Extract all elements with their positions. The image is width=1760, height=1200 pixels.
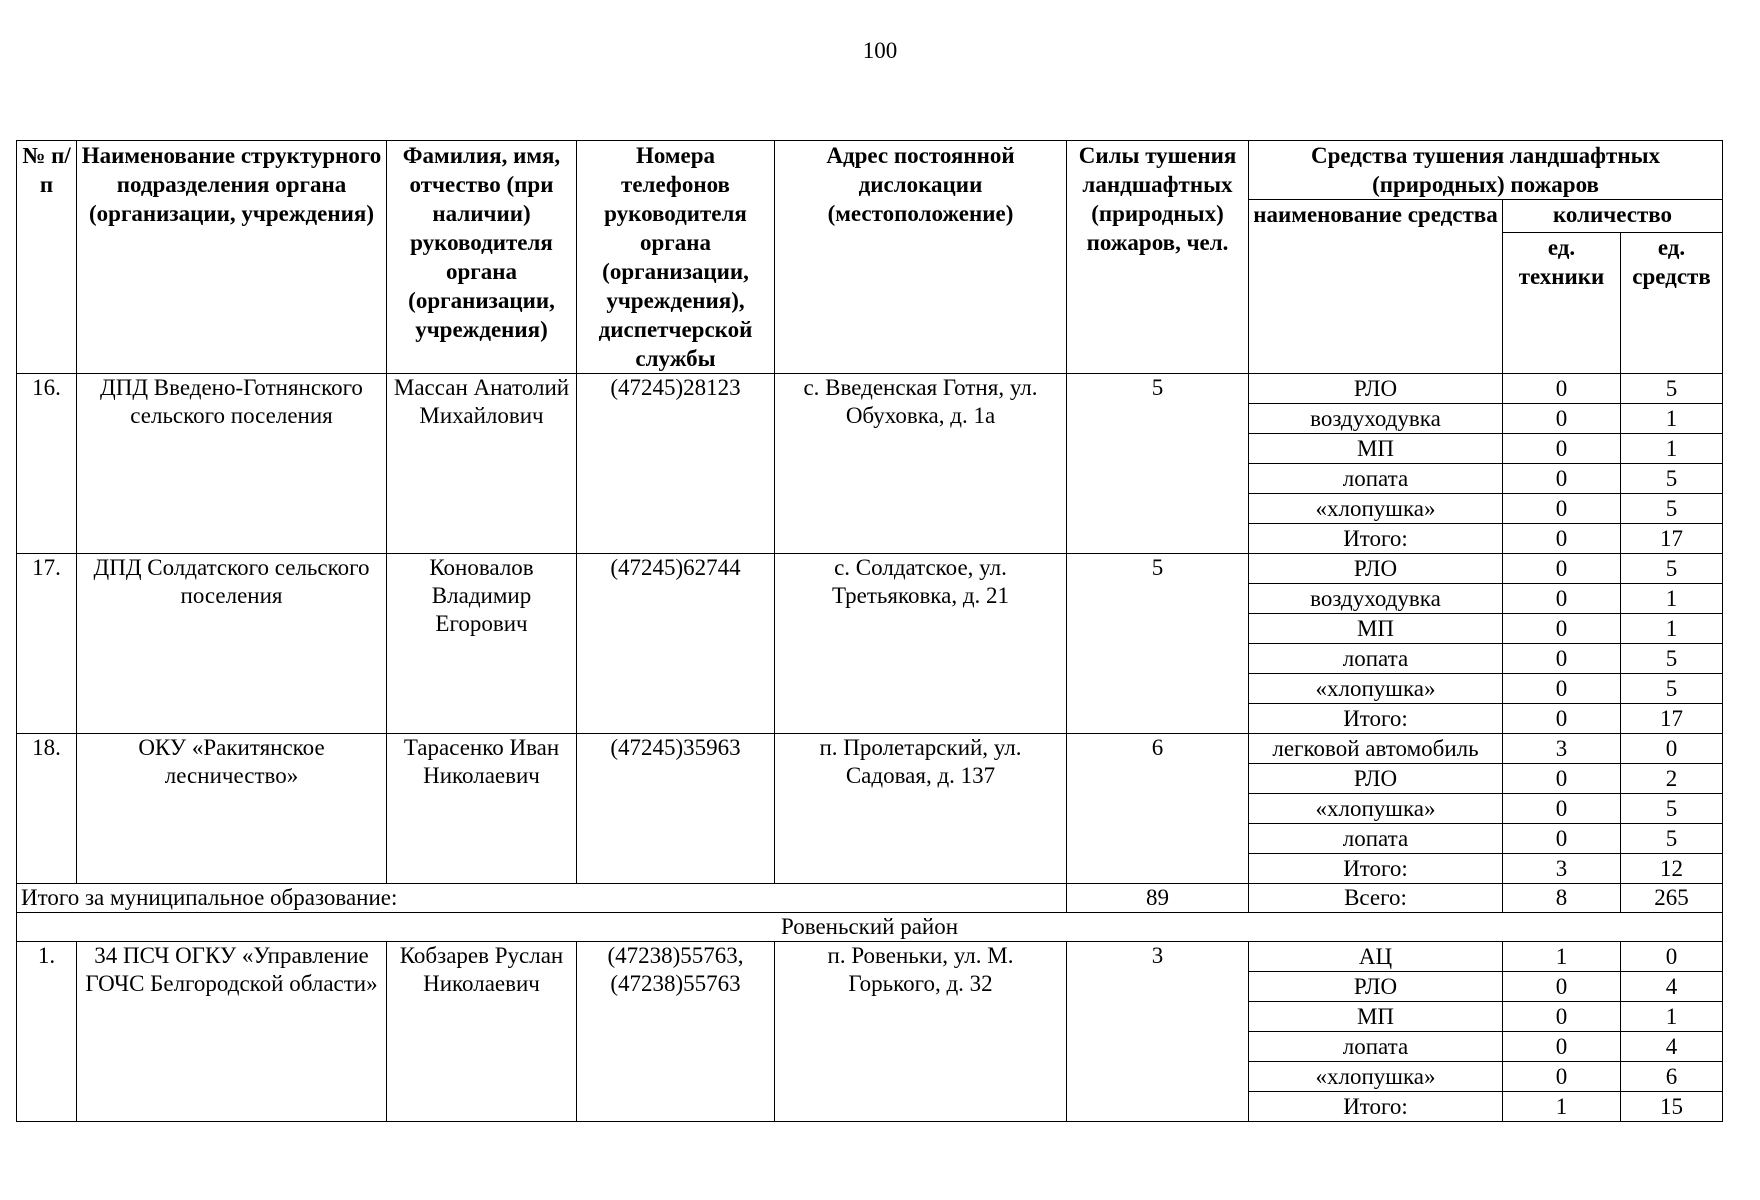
equipment-means-count: 1: [1621, 1002, 1723, 1032]
table-row: [17, 942, 1723, 972]
equipment-name: МП: [1249, 434, 1503, 464]
unit-total-tech: 0: [1503, 524, 1621, 554]
equipment-name: РЛО: [1249, 764, 1503, 794]
header-means-name: наименование средства: [1249, 200, 1503, 374]
equipment-means-count: 5: [1621, 644, 1723, 674]
table-row: [17, 554, 1723, 584]
unit-phones: (47238)55763, (47238)55763: [577, 942, 775, 1122]
unit-number: 18.: [17, 734, 77, 884]
municipal-total-tech: 8: [1503, 884, 1621, 913]
unit-total-tech: 1: [1503, 1092, 1621, 1122]
equipment-means-count: 5: [1621, 374, 1723, 404]
unit-name: ДПД Солдатского сельского поселения: [77, 554, 387, 734]
unit-phones: (47245)35963: [577, 734, 775, 884]
equipment-name: РЛО: [1249, 554, 1503, 584]
equipment-tech-count: 0: [1503, 404, 1621, 434]
equipment-name: лопата: [1249, 644, 1503, 674]
district-row: [17, 913, 1723, 942]
equipment-name: легковой автомобиль: [1249, 734, 1503, 764]
equipment-name: АЦ: [1249, 942, 1503, 972]
unit-total-means: 17: [1621, 524, 1723, 554]
unit-name: ОКУ «Ракитянское лесничество»: [77, 734, 387, 884]
municipal-total-means: 265: [1621, 884, 1723, 913]
equipment-tech-count: 0: [1503, 464, 1621, 494]
equipment-tech-count: 0: [1503, 494, 1621, 524]
equipment-tech-count: 0: [1503, 1062, 1621, 1092]
municipal-total-row: [17, 884, 1723, 913]
unit-head: Массан Анатолий Михайлович: [387, 374, 577, 554]
unit-forces: 5: [1067, 374, 1249, 554]
equipment-name: РЛО: [1249, 972, 1503, 1002]
equipment-tech-count: 0: [1503, 972, 1621, 1002]
equipment-tech-count: 1: [1503, 942, 1621, 972]
unit-head: Коновалов Владимир Егорович: [387, 554, 577, 734]
unit-number: 16.: [17, 374, 77, 554]
unit-head: Кобзарев Руслан Николаевич: [387, 942, 577, 1122]
unit-name: ДПД Введено-Готнянского сельского поселения: [77, 374, 387, 554]
unit-total-tech: 3: [1503, 854, 1621, 884]
header-name: Наименование структурного подразделения органа (организации, учреждения): [77, 141, 387, 374]
unit-total-means: 12: [1621, 854, 1723, 884]
equipment-tech-count: 3: [1503, 734, 1621, 764]
unit-head: Тарасенко Иван Николаевич: [387, 734, 577, 884]
equipment-means-count: 1: [1621, 434, 1723, 464]
unit-forces: 5: [1067, 554, 1249, 734]
equipment-tech-count: 0: [1503, 824, 1621, 854]
unit-name: 34 ПСЧ ОГКУ «Управление ГОЧС Белгородской области»: [77, 942, 387, 1122]
equipment-means-count: 0: [1621, 734, 1723, 764]
header-address: Адрес постоянной дислокации (местоположение): [775, 141, 1067, 374]
equipment-tech-count: 0: [1503, 644, 1621, 674]
equipment-name: «хлопушка»: [1249, 674, 1503, 704]
unit-address: с. Солдатское, ул. Третьяковка, д. 21: [775, 554, 1067, 734]
equipment-tech-count: 0: [1503, 794, 1621, 824]
unit-address: с. Введенская Готня, ул. Обуховка, д. 1а: [775, 374, 1067, 554]
equipment-name: «хлопушка»: [1249, 1062, 1503, 1092]
municipal-total-label2: Всего:: [1249, 884, 1503, 913]
equipment-tech-count: 0: [1503, 614, 1621, 644]
unit-total-means: 15: [1621, 1092, 1723, 1122]
equipment-name: МП: [1249, 614, 1503, 644]
unit-total-label: Итого:: [1249, 704, 1503, 734]
header-head: Фамилия, имя, отчество (при наличии) руководителя органа (организации, учреждения): [387, 141, 577, 374]
equipment-tech-count: 0: [1503, 434, 1621, 464]
equipment-means-count: 2: [1621, 764, 1723, 794]
header-quantity: количество: [1503, 200, 1723, 233]
unit-address: п. Ровеньки, ул. М. Горького, д. 32: [775, 942, 1067, 1122]
equipment-means-count: 4: [1621, 1032, 1723, 1062]
equipment-name: лопата: [1249, 464, 1503, 494]
district-heading: Ровеньский район: [17, 913, 1723, 942]
unit-number: 17.: [17, 554, 77, 734]
municipal-total-forces: 89: [1067, 884, 1249, 913]
equipment-tech-count: 0: [1503, 374, 1621, 404]
header-forces: Силы тушения ландшафтных (природных) пожаров, чел.: [1067, 141, 1249, 374]
table-row: [17, 734, 1723, 764]
unit-total-label: Итого:: [1249, 854, 1503, 884]
equipment-tech-count: 0: [1503, 674, 1621, 704]
equipment-tech-count: 0: [1503, 1032, 1621, 1062]
table-body: [17, 374, 1723, 1122]
unit-forces: 6: [1067, 734, 1249, 884]
unit-address: п. Пролетарский, ул. Садовая, д. 137: [775, 734, 1067, 884]
unit-total-means: 17: [1621, 704, 1723, 734]
equipment-tech-count: 0: [1503, 764, 1621, 794]
equipment-means-count: 1: [1621, 404, 1723, 434]
municipal-total-label: Итого за муниципальное образование:: [17, 884, 1067, 913]
equipment-name: лопата: [1249, 1032, 1503, 1062]
unit-total-tech: 0: [1503, 704, 1621, 734]
unit-total-label: Итого:: [1249, 524, 1503, 554]
equipment-means-count: 5: [1621, 794, 1723, 824]
equipment-means-count: 6: [1621, 1062, 1723, 1092]
equipment-means-count: 4: [1621, 972, 1723, 1002]
header-num: № п/п: [17, 141, 77, 374]
header-means: Средства тушения ландшафтных (природных) пожаров: [1249, 141, 1723, 200]
fire-forces-table: [16, 140, 1723, 1122]
equipment-means-count: 1: [1621, 584, 1723, 614]
equipment-name: РЛО: [1249, 374, 1503, 404]
equipment-means-count: 5: [1621, 494, 1723, 524]
equipment-tech-count: 0: [1503, 554, 1621, 584]
unit-number: 1.: [17, 942, 77, 1122]
equipment-means-count: 5: [1621, 464, 1723, 494]
unit-phones: (47245)62744: [577, 554, 775, 734]
header-units-means: ед. средств: [1621, 233, 1723, 374]
equipment-means-count: 5: [1621, 554, 1723, 584]
equipment-means-count: 0: [1621, 942, 1723, 972]
equipment-tech-count: 0: [1503, 1002, 1621, 1032]
equipment-name: МП: [1249, 1002, 1503, 1032]
equipment-name: «хлопушка»: [1249, 794, 1503, 824]
equipment-tech-count: 0: [1503, 584, 1621, 614]
table-row: [17, 374, 1723, 404]
equipment-name: воздуходувка: [1249, 404, 1503, 434]
equipment-means-count: 5: [1621, 674, 1723, 704]
equipment-name: лопата: [1249, 824, 1503, 854]
unit-total-label: Итого:: [1249, 1092, 1503, 1122]
equipment-name: воздуходувка: [1249, 584, 1503, 614]
unit-forces: 3: [1067, 942, 1249, 1122]
equipment-means-count: 1: [1621, 614, 1723, 644]
page-number: 100: [862, 38, 898, 63]
equipment-means-count: 5: [1621, 824, 1723, 854]
header-units-tech: ед. техники: [1503, 233, 1621, 374]
unit-phones: (47245)28123: [577, 374, 775, 554]
equipment-name: «хлопушка»: [1249, 494, 1503, 524]
header-phones: Номера телефонов руководителя органа (организации, учреждения), диспетчерской службы: [577, 141, 775, 374]
